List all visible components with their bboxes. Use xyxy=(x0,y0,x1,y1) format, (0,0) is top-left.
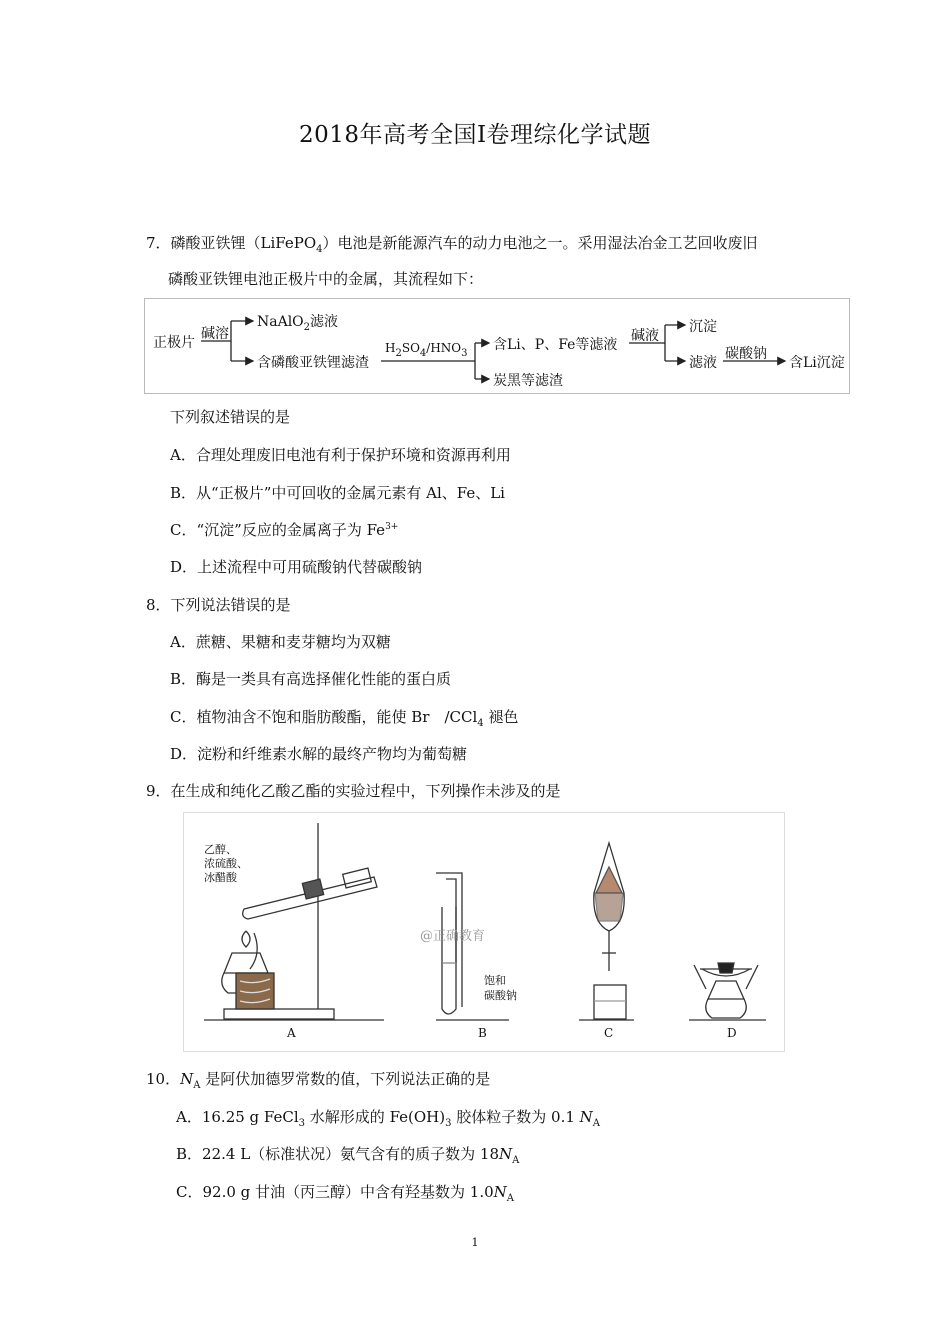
page-title: 2018年高考全国Ⅰ卷理综化学试题 xyxy=(298,122,652,148)
saturated-na2co3-label: 饱和 碳酸钠 xyxy=(484,974,517,1002)
q8-option-b: B．酶是一类具有高选择催化性能的蛋白质 xyxy=(170,670,452,688)
q7-line2: 磷酸亚铁锂电池正极片中的金属，其流程如下： xyxy=(168,270,484,288)
flow-acid: $H_2SO_4/HNO_3$ xyxy=(385,341,468,359)
q9-stem: 9．在生成和纯化乙酸乙酯的实验过程中，下列操作未涉及的是 xyxy=(146,782,561,800)
q7-option-b: B．从“正极片”中可回收的金属元素有 Al、Fe、Li xyxy=(170,484,505,502)
figure-label-c: C xyxy=(604,1026,614,1040)
q10-stem: 10．$N_A$ 是阿伏加德罗常数的值，下列说法正确的是 xyxy=(146,1070,491,1091)
figure-label-d: D xyxy=(727,1026,737,1040)
q8-option-c: C．植物油含不饱和脂肪酸酯，能使 Br /CCl$_4$ 褪色 xyxy=(170,708,519,729)
flow-carbon-residue: 炭黑等滤渣 xyxy=(493,373,563,389)
q9-apparatus-figure xyxy=(183,812,785,1052)
reagent-label: 乙醇、 浓硫酸、 冰醋酸 xyxy=(204,843,248,884)
q10-option-b: B．22.4 L（标准状况）氨气含有的质子数为 $18N_A$ xyxy=(176,1145,520,1166)
q8-option-d: D．淀粉和纤维素水解的最终产物均为葡萄糖 xyxy=(170,745,468,763)
q7-option-a: A．合理处理废旧电池有利于保护环境和资源再利用 xyxy=(170,446,511,464)
flow-precipitate: 沉淀 xyxy=(689,319,717,335)
watermark: @正确教育 xyxy=(420,929,486,944)
q10-option-a: A．16.25 g FeCl$_3$ 水解形成的 $Fe(OH)_3$ 胶体粒子数为 0.1 $N_A$ xyxy=(176,1108,601,1129)
q8-stem: 8．下列说法错误的是 xyxy=(146,596,291,614)
flow-na2co3: 碳酸钠 xyxy=(725,346,767,362)
figure-label-b: B xyxy=(478,1026,487,1040)
q7-line1: 7．磷酸亚铁锂（LiFePO$_4$）电池是新能源汽车的动力电池之一。采用湿法冶金工艺回收废旧 xyxy=(146,234,758,255)
flow-filter-residue: 含磷酸亚铁锂滤渣 xyxy=(257,355,369,371)
q7-flowchart xyxy=(144,298,850,394)
flow-mixed-filtrate: 含Li、P、Fe等滤液 xyxy=(493,337,618,353)
q7-option-c: C．“沉淀”反应的金属离子为 $Fe^{3+}$ xyxy=(170,521,399,539)
q10-option-c: C．92.0 g 甘油（丙三醇）中含有羟基数为 $1.0N_A$ xyxy=(176,1183,514,1204)
flow-base: 碱液 xyxy=(631,328,659,344)
q8-option-a: A．蔗糖、果糖和麦芽糖均为双糖 xyxy=(170,633,391,651)
flow-li-precipitate: 含Li沉淀 xyxy=(789,355,845,371)
flow-naalo2: NaAlO$_2$滤液 xyxy=(257,314,339,333)
q7-option-d: D．上述流程中可用硫酸钠代替碳酸钠 xyxy=(170,558,423,576)
figure-label-a: A xyxy=(287,1026,296,1040)
flow-filtrate2: 滤液 xyxy=(689,355,717,371)
page-number: 1 xyxy=(471,1236,479,1249)
q7-stem: 下列叙述错误的是 xyxy=(170,408,291,426)
flow-step-alkali: 碱溶 xyxy=(201,326,229,342)
flow-start: 正极片 xyxy=(153,335,195,351)
